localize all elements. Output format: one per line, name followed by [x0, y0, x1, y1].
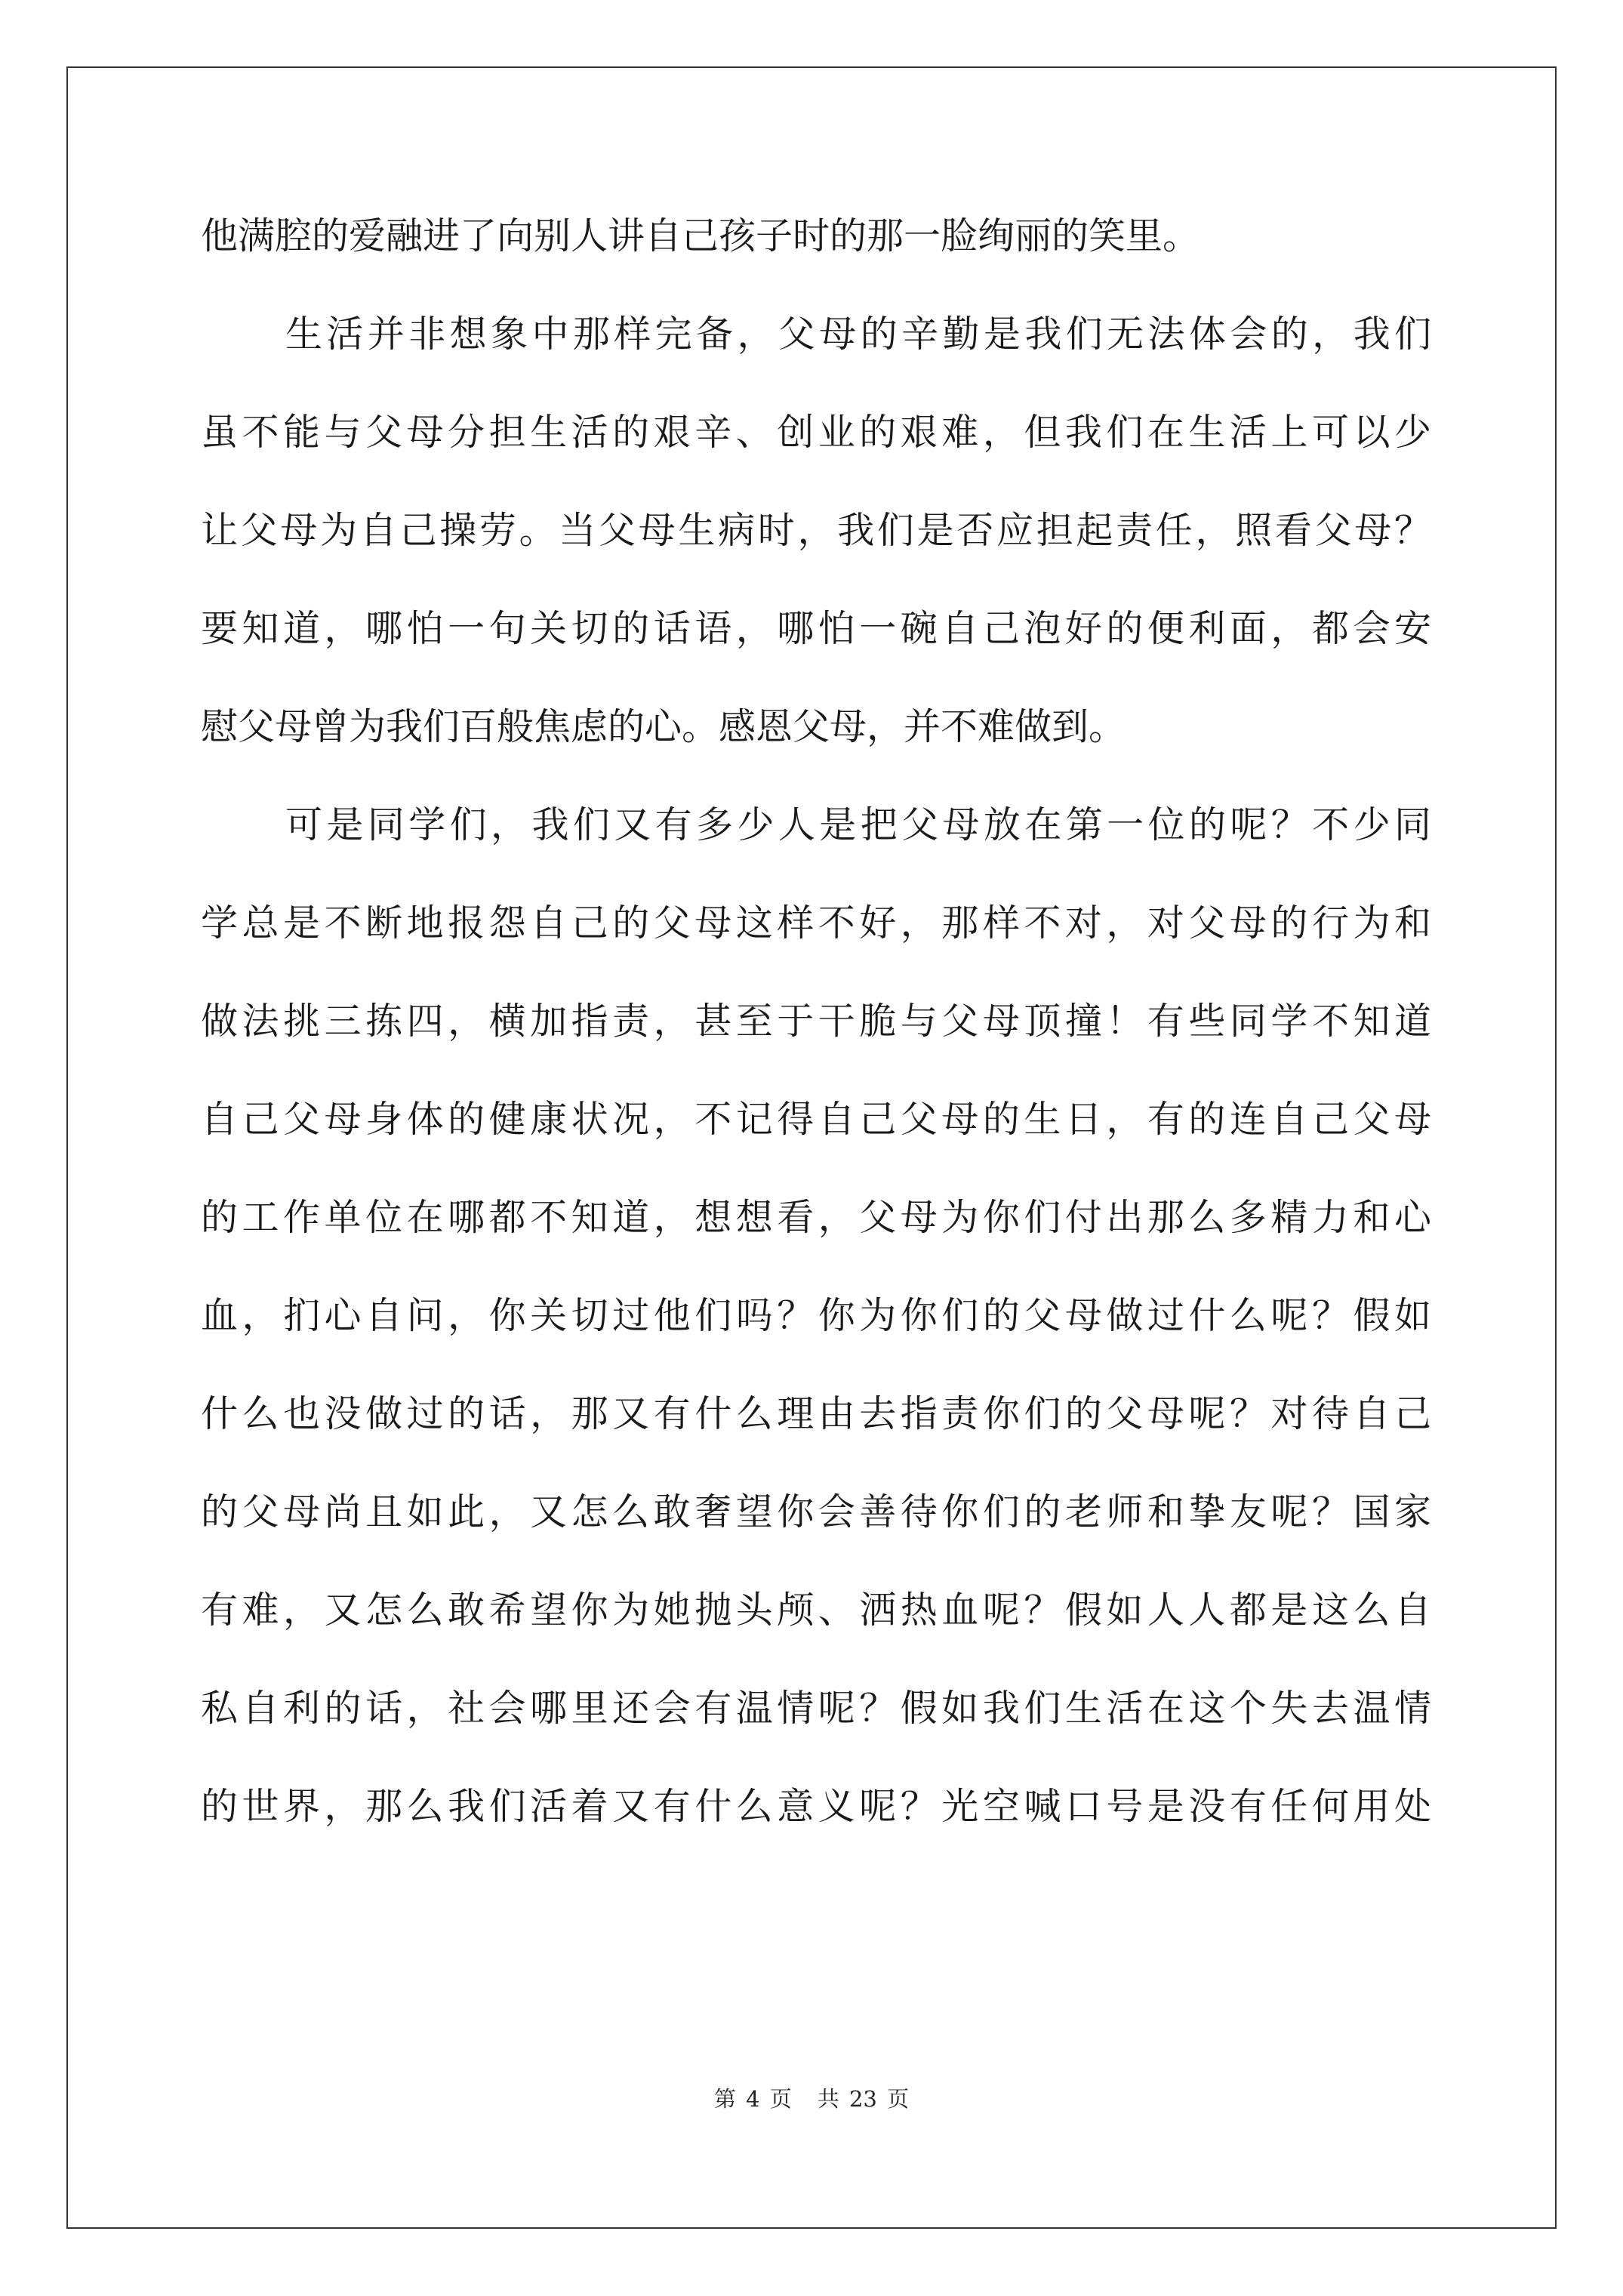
text-line-14: 的父母尚且如此，又怎么敢奢望你会善待你们的老师和挚友呢？国家 [201, 1490, 1431, 1533]
text-line-6: 慰父母曾为我们百般焦虑的心。感恩父母，并不难做到。 [201, 705, 1126, 748]
text-line-8: 学总是不断地报怨自己的父母这样不好，那样不对，对父母的行为和 [201, 901, 1431, 945]
text-line-11: 的工作单位在哪都不知道，想想看，父母为你们付出那么多精力和心 [201, 1196, 1431, 1239]
page-total: 共 23 页 [817, 2086, 910, 2112]
text-line-10: 自己父母身体的健康状况，不记得自己父母的生日，有的连自己父母 [201, 1098, 1431, 1141]
text-line-3: 虽不能与父母分担生活的艰辛、创业的艰难，但我们在生活上可以少 [201, 411, 1431, 454]
text-line-9: 做法挑三拣四，横加指责，甚至于干脆与父母顶撞！有些同学不知道 [201, 1000, 1431, 1043]
document-body [201, 187, 1431, 1856]
text-line-15: 有难，又怎么敢希望你为她抛头颅、洒热血呢？假如人人都是这么自 [201, 1589, 1431, 1632]
page-number: 第 4 页 [713, 2086, 792, 2112]
text-line-17: 的世界，那么我们活着又有什么意义呢？光空喊口号是没有任何用处 [201, 1785, 1431, 1828]
text-line-1: 他满腔的爱融进了向别人讲自己孩子时的那一脸绚丽的笑里。 [201, 214, 1200, 257]
text-line-2: 生活并非想象中那样完备，父母的辛勤是我们无法体会的，我们 [285, 313, 1431, 356]
text-line-5: 要知道，哪怕一句关切的话语，哪怕一碗自己泡好的便利面，都会安 [201, 607, 1431, 650]
text-line-4: 让父母为自己操劳。当父母生病时，我们是否应担起责任，照看父母？ [201, 509, 1431, 552]
text-line-7: 可是同学们，我们又有多少人是把父母放在第一位的呢？不少同 [285, 803, 1431, 846]
text-line-13: 什么也没做过的话，那又有什么理由去指责你们的父母呢？对待自己 [201, 1392, 1431, 1435]
page-footer [0, 2082, 1623, 2113]
text-line-12: 血，扪心自问，你关切过他们吗？你为你们的父母做过什么呢？假如 [201, 1294, 1431, 1337]
text-line-16: 私自利的话，社会哪里还会有温情呢？假如我们生活在这个失去温情 [201, 1687, 1431, 1730]
